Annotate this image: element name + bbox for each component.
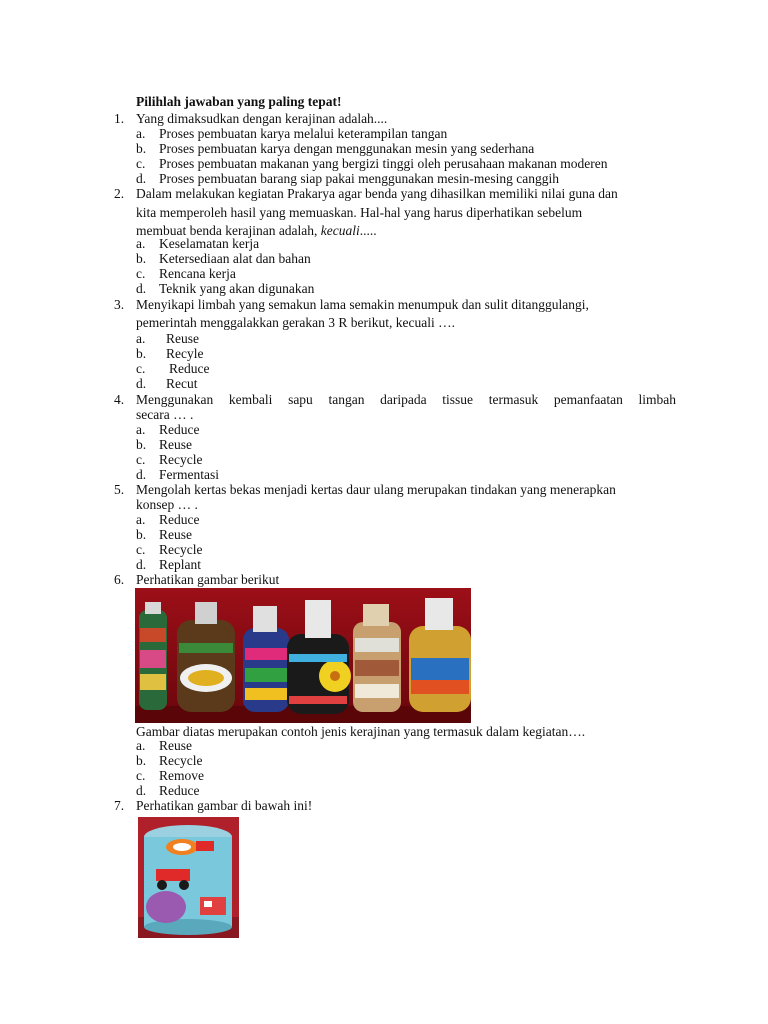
question-2-line-3-end: ..... xyxy=(359,223,377,238)
q6-option-d-text: Reduce xyxy=(159,783,200,798)
q3-option-a-text: Reuse xyxy=(166,331,199,346)
q4-option-c-text: Recycle xyxy=(159,452,203,467)
q3-option-c-letter: c. xyxy=(136,361,146,376)
question-2-number: 2. xyxy=(114,186,125,201)
question-1-text: Yang dimaksudkan dengan kerajinan adalah.... xyxy=(136,111,388,126)
question-4-number: 4. xyxy=(114,392,125,407)
q5-option-a-letter: a. xyxy=(136,512,146,527)
q5-option-d-text: Replant xyxy=(159,557,201,572)
question-3-number: 3. xyxy=(114,297,125,312)
q4-option-d-letter: d. xyxy=(136,467,147,482)
q2-option-c-letter: c. xyxy=(136,266,146,281)
q2-option-b-letter: b. xyxy=(136,251,147,266)
question-5-number: 5. xyxy=(114,482,125,497)
question-2-line-2: kita memperoleh hasil yang memuaskan. Hal-hal yang harus diperhatikan sebelum xyxy=(136,205,583,220)
question-6-text: Perhatikan gambar berikut xyxy=(136,572,280,587)
q5-option-c-letter: c. xyxy=(136,542,146,557)
q1-option-b-letter: b. xyxy=(136,141,147,156)
q6-option-a-letter: a. xyxy=(136,738,146,753)
q3-option-a-letter: a. xyxy=(136,331,146,346)
q2-option-d-letter: d. xyxy=(136,281,147,296)
q4-option-b-letter: b. xyxy=(136,437,147,452)
q6-option-b-text: Recycle xyxy=(159,753,203,768)
q3-option-b-text: Recyle xyxy=(166,346,204,361)
question-5-line-1: Mengolah kertas bekas menjadi kertas daur ulang merupakan tindakan yang menerapkan xyxy=(136,482,616,497)
q4-option-a-text: Reduce xyxy=(159,422,200,437)
instruction-heading: Pilihlah jawaban yang paling tepat! xyxy=(136,94,342,109)
q3-option-b-letter: b. xyxy=(136,346,147,361)
question-5-line-2: konsep … . xyxy=(136,497,198,512)
question-3-line-2: pemerintah menggalakkan gerakan 3 R berikut, kecuali …. xyxy=(136,315,456,330)
q3-option-d-text: Recut xyxy=(166,376,198,391)
q2-option-a-text: Keselamatan kerja xyxy=(159,236,260,251)
q1-option-d-letter: d. xyxy=(136,171,147,186)
q1-option-a-text: Proses pembuatan karya melalui keterampilan tangan xyxy=(159,126,448,141)
question-3-line-1: Menyikapi limbah yang semakun lama semakin menumpuk dan sulit ditanggulangi, xyxy=(136,297,589,312)
q2-option-c-text: Rencana kerja xyxy=(159,266,236,281)
q6-option-c-letter: c. xyxy=(136,768,146,783)
question-2-line-3-text: membuat benda kerajinan adalah, xyxy=(136,223,321,238)
q1-option-c-text: Proses pembuatan makanan yang bergizi tinggi oleh perusahaan makanan moderen xyxy=(159,156,608,171)
q5-option-a-text: Reduce xyxy=(159,512,200,527)
q1-option-c-letter: c. xyxy=(136,156,146,171)
q5-option-b-text: Reuse xyxy=(159,527,192,542)
q4-option-b-text: Reuse xyxy=(159,437,192,452)
question-6-number: 6. xyxy=(114,572,125,587)
decorated-bottles-photo xyxy=(135,588,471,723)
q5-option-d-letter: d. xyxy=(136,557,147,572)
q2-option-b-text: Ketersediaan alat dan bahan xyxy=(159,251,311,266)
q3-option-d-letter: d. xyxy=(136,376,147,391)
q4-option-a-letter: a. xyxy=(136,422,146,437)
question-4-line-2: secara … . xyxy=(136,407,194,422)
decorated-can-photo xyxy=(138,817,239,938)
q6-option-b-letter: b. xyxy=(136,753,147,768)
q2-option-a-letter: a. xyxy=(136,236,146,251)
q4-option-d-text: Fermentasi xyxy=(159,467,219,482)
q2-option-d-text: Teknik yang akan digunakan xyxy=(159,281,315,296)
q6-option-d-letter: d. xyxy=(136,783,147,798)
q5-option-c-text: Recycle xyxy=(159,542,203,557)
question-2-line-1: Dalam melakukan kegiatan Prakarya agar benda yang dihasilkan memiliki nilai guna dan xyxy=(136,186,618,201)
question-6-followup: Gambar diatas merupakan contoh jenis kerajinan yang termasuk dalam kegiatan…. xyxy=(136,724,586,739)
question-4-line-1: Menggunakan kembali sapu tangan daripada tissue termasuk pemanfaatan limbah xyxy=(136,392,676,407)
question-7-text: Perhatikan gambar di bawah ini! xyxy=(136,798,313,813)
q1-option-a-letter: a. xyxy=(136,126,146,141)
q4-option-c-letter: c. xyxy=(136,452,146,467)
q1-option-b-text: Proses pembuatan karya dengan menggunakan mesin yang sederhana xyxy=(159,141,535,156)
question-1-number: 1. xyxy=(114,111,125,126)
q3-option-c-text: Reduce xyxy=(169,361,210,376)
q6-option-c-text: Remove xyxy=(159,768,204,783)
question-2-kecuali: kecuali xyxy=(320,223,360,238)
q1-option-d-text: Proses pembuatan barang siap pakai menggunakan mesin-mesing canggih xyxy=(159,171,560,186)
q5-option-b-letter: b. xyxy=(136,527,147,542)
question-7-number: 7. xyxy=(114,798,125,813)
q6-option-a-text: Reuse xyxy=(159,738,192,753)
